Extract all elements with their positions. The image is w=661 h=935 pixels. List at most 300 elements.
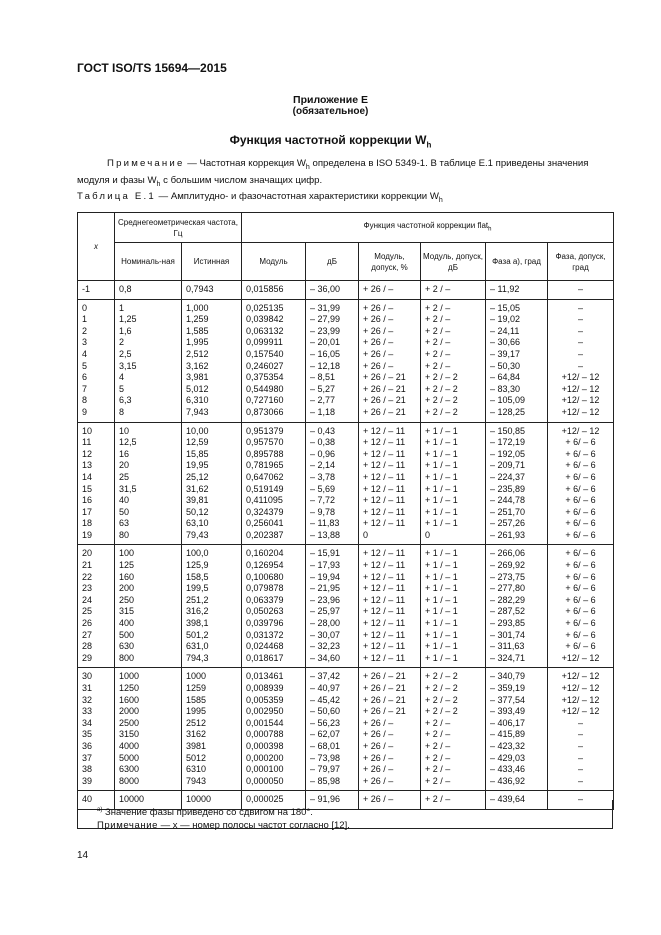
table-cell: – 287,52 [486,606,548,618]
header-nominal: Номиналь-ная [115,243,182,281]
table-cell: 12 [78,449,115,461]
table-row [78,395,614,407]
table-cell: 6,310 [182,395,242,407]
table-cell: – 45,42 [306,695,359,707]
table-cell: – 34,60 [306,653,359,668]
table-cell: – 30,07 [306,630,359,642]
table-cell: – [548,281,614,300]
table-cell: + 6/ – 6 [548,507,614,519]
table-cell: 39,81 [182,495,242,507]
table-cell: – 50,60 [306,706,359,718]
table-cell: + 26 / – [359,281,421,300]
table-cell: – 11,83 [306,518,359,530]
table-cell: 50,12 [182,507,242,519]
table-cell: – 40,97 [306,683,359,695]
table-cell: – 79,97 [306,764,359,776]
table-cell: + 12 / – 11 [359,630,421,642]
table-cell: + 26 / – 21 [359,372,421,384]
table-cell: – 0,96 [306,449,359,461]
table-cell: – 28,00 [306,618,359,630]
table-cell: 500 [115,630,182,642]
table-cell: – 39,17 [486,349,548,361]
table-cell: 19,95 [182,460,242,472]
table-cell: 2000 [115,706,182,718]
table-cell: – [548,753,614,765]
table-cell: – 423,32 [486,741,548,753]
table-cell: 1000 [115,668,182,683]
table-cell: 0,957570 [242,437,306,449]
table-cell: – 293,85 [486,618,548,630]
table-cell: – 85,98 [306,776,359,791]
table-cell: +12/ – 12 [548,668,614,683]
table-cell: – 15,91 [306,545,359,560]
table-cell: – 32,23 [306,641,359,653]
table-cell: + 26 / – [359,753,421,765]
table-cell: + 1 / – 1 [421,422,486,437]
table-cell: + 12 / – 11 [359,507,421,519]
table-cell: – 393,49 [486,706,548,718]
table-cell: + 2 / – 2 [421,372,486,384]
header-x: x [78,213,115,281]
table-cell: 63,10 [182,518,242,530]
table-cell: 0,005359 [242,695,306,707]
table-cell: + 6/ – 6 [548,560,614,572]
table-cell: + 12 / – 11 [359,618,421,630]
table-cell: 7 [78,384,115,396]
table-cell: 6300 [115,764,182,776]
table-cell: – 17,93 [306,560,359,572]
table-cell: – 68,01 [306,741,359,753]
table-cell: + 6/ – 6 [548,545,614,560]
header-mean-freq: Среднегеометрическая частота, Гц [115,213,242,243]
table-row [78,729,614,741]
table-cell: + 12 / – 11 [359,422,421,437]
table-cell: + 12 / – 11 [359,495,421,507]
table-cell: + 26 / – [359,361,421,373]
table-cell: 0,024468 [242,641,306,653]
table-cell: 0,647062 [242,472,306,484]
table-cell: – 5,27 [306,384,359,396]
table-cell: +12/ – 12 [548,706,614,718]
table-cell: 0,202387 [242,530,306,545]
table-cell: 0,000788 [242,729,306,741]
table-cell: 2500 [115,718,182,730]
table-cell: 0,895788 [242,449,306,461]
table-cell: + 2 / – [421,753,486,765]
table-row [78,718,614,730]
table-cell: – 273,75 [486,572,548,584]
intro-note: Примечание — Частотная коррекция $W_h$ определена в ISO 5349-1. В таблице Е.1 приведены значения модуля и фазы $W_h$ с большим числом значащих цифр. [77,158,589,188]
table-cell: – 150,85 [486,422,548,437]
table-cell: 315 [115,606,182,618]
table-cell: 27 [78,630,115,642]
table-cell: 0,025135 [242,299,306,314]
table-row [78,507,614,519]
table-cell: 100 [115,545,182,560]
table-cell: – 235,89 [486,484,548,496]
table-row [78,595,614,607]
header-phase: Фаза a), град [486,243,548,281]
table-cell: + 1 / – 1 [421,545,486,560]
table-cell: – 11,92 [486,281,548,300]
table-cell: + 26 / – 21 [359,668,421,683]
table-row [78,530,614,545]
table-cell: 0,000050 [242,776,306,791]
table-cell: 4000 [115,741,182,753]
table-cell: 3162 [182,729,242,741]
table-cell: + 2 / – [421,729,486,741]
table-cell: 15,85 [182,449,242,461]
table-row [78,560,614,572]
table-cell: 31,5 [115,484,182,496]
table-cell: 8000 [115,776,182,791]
table-cell: + 6/ – 6 [548,530,614,545]
table-cell: – [548,741,614,753]
table-cell: 6 [78,372,115,384]
table-cell: + 26 / – [359,326,421,338]
table-cell: 24 [78,595,115,607]
table-cell: + 2 / – 2 [421,706,486,718]
table-row [78,695,614,707]
table-row [78,372,614,384]
table-cell: – 5,69 [306,484,359,496]
table-cell: 8 [78,395,115,407]
table-cell: 4 [78,349,115,361]
table-cell: + 2 / – [421,718,486,730]
table-cell: – 340,79 [486,668,548,683]
table-cell: 37 [78,753,115,765]
table-cell: + 1 / – 1 [421,606,486,618]
table-cell: 80 [115,530,182,545]
table-cell: 2,512 [182,349,242,361]
table-cell: – 15,05 [486,299,548,314]
table-cell: 0,063379 [242,595,306,607]
table-cell: 79,43 [182,530,242,545]
table-cell: 1250 [115,683,182,695]
table-cell: – 192,05 [486,449,548,461]
table-cell: 3 [78,337,115,349]
table-cell: – 9,78 [306,507,359,519]
table-cell: + 26 / – 21 [359,695,421,707]
header-module: Модуль [242,243,306,281]
table-cell: + 6/ – 6 [548,449,614,461]
table-row [78,361,614,373]
table-cell: +12/ – 12 [548,653,614,668]
table-cell: + 26 / – 21 [359,683,421,695]
table-cell: – 21,95 [306,583,359,595]
table-cell: – 433,46 [486,764,548,776]
table-cell: + 2 / – [421,337,486,349]
table-row [78,753,614,765]
table-cell: – [548,776,614,791]
table-cell: + 12 / – 11 [359,641,421,653]
table-cell: 1585 [182,695,242,707]
table-cell: + 6/ – 6 [548,437,614,449]
table-cell: +12/ – 12 [548,695,614,707]
table-cell: – 301,74 [486,630,548,642]
table-body [78,281,614,810]
table-cell: + 1 / – 1 [421,630,486,642]
table-cell: – [548,764,614,776]
table-cell: 0,031372 [242,630,306,642]
table-row [78,583,614,595]
table-row [78,518,614,530]
table-cell: – 19,94 [306,572,359,584]
table-cell: – 20,01 [306,337,359,349]
header-tol-db: Модуль, допуск, дБ [421,243,486,281]
table-cell: 21 [78,560,115,572]
table-cell: – [548,361,614,373]
table-cell: 23 [78,583,115,595]
document-header: ГОСТ ISO/TS 15694—2015 [77,61,227,75]
table-cell: +12/ – 12 [548,422,614,437]
table-cell: 10000 [182,791,242,810]
table-cell: + 6/ – 6 [548,606,614,618]
table-cell: + 26 / – [359,776,421,791]
table-row [78,460,614,472]
table-cell: + 2 / – 2 [421,407,486,422]
table-cell: 63 [115,518,182,530]
table-cell: – 261,93 [486,530,548,545]
table-cell: 13 [78,460,115,472]
table-cell: + 12 / – 11 [359,560,421,572]
table-cell: 12,5 [115,437,182,449]
table-cell: – [548,314,614,326]
table-cell: 158,5 [182,572,242,584]
table-cell: +12/ – 12 [548,407,614,422]
table-cell: + 1 / – 1 [421,653,486,668]
table-cell: 8 [115,407,182,422]
table-cell: 0,727160 [242,395,306,407]
table-cell: 40 [78,791,115,810]
table-cell: 0,002950 [242,706,306,718]
table-cell: 12,59 [182,437,242,449]
table-cell: 0,544980 [242,384,306,396]
table-row [78,281,614,300]
table-cell: 31 [78,683,115,695]
table-cell: 10 [115,422,182,437]
table-cell: 3,162 [182,361,242,373]
footnote-a: $^{a)}$ Значение фазы приведено со сдвигом на 180°. [97,807,313,819]
table-cell: 0 [359,530,421,545]
table-cell: – 1,18 [306,407,359,422]
table-cell: 17 [78,507,115,519]
table-cell: 25 [78,606,115,618]
table-cell: + 26 / – 21 [359,395,421,407]
table-cell: 33 [78,706,115,718]
page-number: 14 [77,850,89,861]
table-row [78,472,614,484]
header-phase-tol: Фаза, допуск, град [548,243,614,281]
table-cell: 1259 [182,683,242,695]
table-cell: 19 [78,530,115,545]
table-cell: – 377,54 [486,695,548,707]
table-row [78,299,614,314]
table-cell: + 6/ – 6 [548,595,614,607]
table-cell: 316,2 [182,606,242,618]
table-cell: 0,039796 [242,618,306,630]
table-row [78,776,614,791]
table-cell: 1995 [182,706,242,718]
table-cell: 3,981 [182,372,242,384]
table-cell: 0,375354 [242,372,306,384]
table-cell: + 26 / – 21 [359,706,421,718]
table-row [78,572,614,584]
table-cell: -1 [78,281,115,300]
table-cell: 160 [115,572,182,584]
table-cell: 10,00 [182,422,242,437]
function-title: Функция частотной коррекции $W_h$ [229,133,432,150]
table-cell: 0,018617 [242,653,306,668]
table-cell: + 26 / – [359,741,421,753]
table-cell: + 1 / – 1 [421,618,486,630]
table-cell: 0,063132 [242,326,306,338]
table-cell: + 6/ – 6 [548,495,614,507]
table-cell: – 0,43 [306,422,359,437]
table-cell: + 1 / – 1 [421,507,486,519]
table-cell: 1,259 [182,314,242,326]
table-cell: + 1 / – 1 [421,495,486,507]
table-cell: 3981 [182,741,242,753]
table-cell: – 31,99 [306,299,359,314]
table-row [78,407,614,422]
table-cell: 1000 [182,668,242,683]
table-row [78,653,614,668]
table-cell: + 12 / – 11 [359,484,421,496]
table-cell: + 6/ – 6 [548,583,614,595]
table-cell: + 2 / – [421,299,486,314]
table-cell: +12/ – 12 [548,683,614,695]
table-cell: 0,100680 [242,572,306,584]
table-cell: + 12 / – 11 [359,583,421,595]
table-row [78,326,614,338]
table-cell: 14 [78,472,115,484]
table-cell: 5,012 [182,384,242,396]
table-cell: 125 [115,560,182,572]
table-cell: + 2 / – 2 [421,395,486,407]
table-cell: 0,7943 [182,281,242,300]
table-cell: 1,25 [115,314,182,326]
table-cell: + 1 / – 1 [421,595,486,607]
table-cell: 25 [115,472,182,484]
table-cell: 0,099911 [242,337,306,349]
table-cell: 0,001544 [242,718,306,730]
table-cell: 35 [78,729,115,741]
table-cell: – 406,17 [486,718,548,730]
table-cell: 800 [115,653,182,668]
table-row [78,641,614,653]
table-cell: – 13,88 [306,530,359,545]
table-cell: +12/ – 12 [548,372,614,384]
table-cell: 3150 [115,729,182,741]
table-cell: 1,995 [182,337,242,349]
table-cell: + 2 / – [421,741,486,753]
table-cell: + 26 / – [359,718,421,730]
table-cell: 38 [78,764,115,776]
table-cell: 0,079878 [242,583,306,595]
table-cell: – [548,337,614,349]
table-cell: – 24,11 [486,326,548,338]
appendix-title: Приложение Е [293,94,368,106]
table-cell: – 50,30 [486,361,548,373]
table-cell: – 311,63 [486,641,548,653]
table-cell: + 6/ – 6 [548,484,614,496]
footnote-note: Примечание — x — номер полосы частот согласно [12]. [97,820,350,831]
table-cell: 32 [78,695,115,707]
table-row [78,606,614,618]
table-cell: 2 [115,337,182,349]
table-cell: – [548,791,614,810]
table-cell: 199,5 [182,583,242,595]
table-cell: 3,15 [115,361,182,373]
table-cell: 15 [78,484,115,496]
table-cell: + 1 / – 1 [421,472,486,484]
table-cell: 1,585 [182,326,242,338]
table-cell: 16 [78,495,115,507]
table-cell: + 6/ – 6 [548,618,614,630]
table-cell: 26 [78,618,115,630]
table-cell: + 2 / – [421,314,486,326]
table-cell: – 0,38 [306,437,359,449]
table-cell: + 1 / – 1 [421,449,486,461]
table-cell: 2 [78,326,115,338]
table-cell: 6,3 [115,395,182,407]
table-cell: 25,12 [182,472,242,484]
table-cell: 28 [78,641,115,653]
table-cell: – 2,77 [306,395,359,407]
table-cell: 50 [115,507,182,519]
table-cell: – 172,19 [486,437,548,449]
table-cell: – 269,92 [486,560,548,572]
table-cell: + 26 / – [359,337,421,349]
table-cell: + 12 / – 11 [359,437,421,449]
table-cell: 9 [78,407,115,422]
table-cell: – 439,64 [486,791,548,810]
table-cell: 2,5 [115,349,182,361]
table-cell: – 209,71 [486,460,548,472]
table-cell: – 224,37 [486,472,548,484]
table-cell: +12/ – 12 [548,384,614,396]
table-cell: + 6/ – 6 [548,518,614,530]
table-cell: – 37,42 [306,668,359,683]
table-cell: + 6/ – 6 [548,460,614,472]
table-cell: 0,246027 [242,361,306,373]
table-cell: + 6/ – 6 [548,630,614,642]
table-cell: + 1 / – 1 [421,518,486,530]
table-caption: Таблица Е.1 — Амплитудно- и фазочастотная характеристики коррекции $W_h$ [77,191,443,204]
table-cell: – 251,70 [486,507,548,519]
table-cell: 34 [78,718,115,730]
table-row [78,764,614,776]
table-cell: 7,943 [182,407,242,422]
table-cell: + 26 / – [359,729,421,741]
table-cell: – [548,349,614,361]
table-cell: 0,000025 [242,791,306,810]
table-cell: 6310 [182,764,242,776]
table-cell: 501,2 [182,630,242,642]
table-cell: 0,873066 [242,407,306,422]
table-cell: – 128,25 [486,407,548,422]
table-row [78,437,614,449]
table-cell: 22 [78,572,115,584]
table-cell: + 12 / – 11 [359,653,421,668]
table-cell: 398,1 [182,618,242,630]
correction-table [77,212,614,810]
table-cell: + 26 / – [359,299,421,314]
table-cell: 40 [115,495,182,507]
table-cell: 1 [115,299,182,314]
table-cell: + 1 / – 1 [421,484,486,496]
